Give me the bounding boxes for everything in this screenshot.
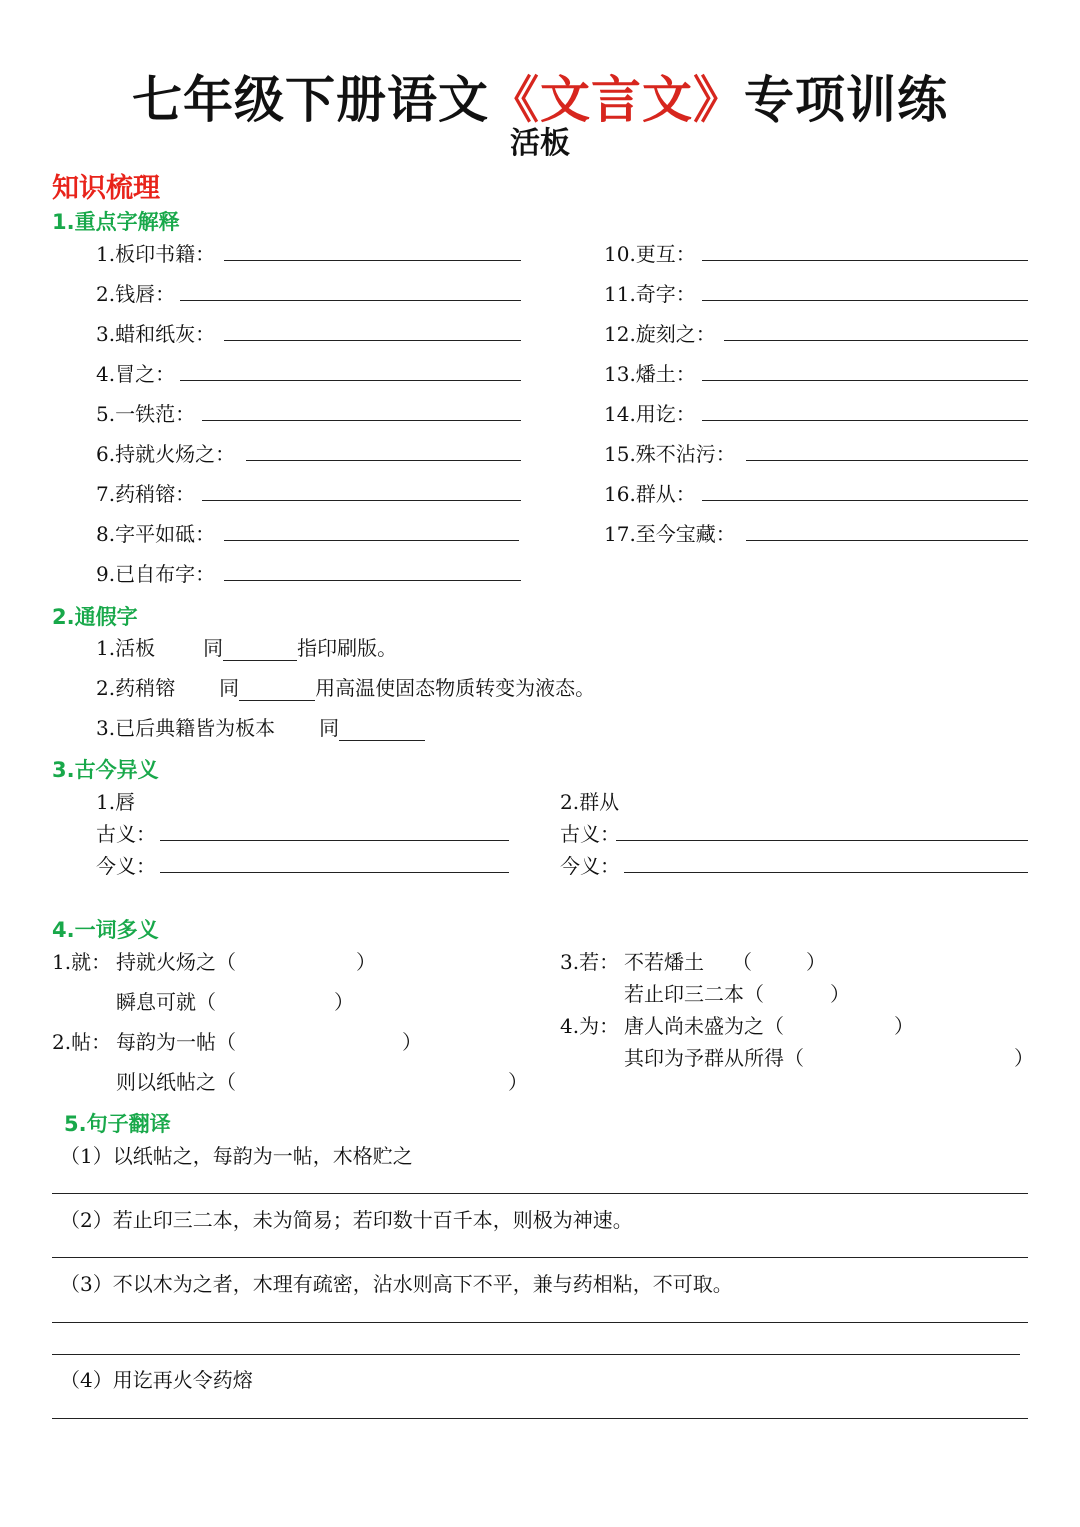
tongjia-tong: 同 — [219, 676, 240, 700]
tongjia-phrase: 1.活板 — [96, 636, 156, 660]
tongjia-tong: 同 — [203, 636, 224, 660]
answer-line[interactable] — [746, 460, 1028, 461]
answer-line[interactable] — [746, 540, 1028, 541]
answer-line[interactable] — [702, 420, 1028, 421]
translation-sentence: （2）若止印三二本，未为简易；若印数十百千本，则极为神速。 — [60, 1208, 633, 1232]
answer-line[interactable] — [702, 500, 1028, 501]
tongjia-phrase: 2.药稍镕 — [96, 676, 176, 700]
title-prefix: 七年级下册语文 — [132, 71, 489, 129]
paren-close: ） — [356, 950, 376, 974]
answer-line[interactable] — [160, 840, 509, 841]
polysemy-example: 每韵为一帖（ — [116, 1030, 236, 1054]
polysemy-label: 3.若： — [560, 950, 620, 974]
paren-close: ） — [402, 1030, 422, 1054]
answer-line[interactable] — [224, 340, 521, 341]
key-word-item: 4.冒之： — [96, 362, 176, 386]
answer-blank[interactable] — [239, 680, 315, 701]
key-word-item: 15.殊不沾污： — [604, 442, 736, 466]
paren-close: ） — [508, 1070, 528, 1094]
tongjia-item — [96, 672, 595, 701]
key-word-item: 1.板印书籍： — [96, 242, 216, 266]
answer-line[interactable] — [180, 300, 521, 301]
polysemy-example: 则以纸帖之（ — [116, 1070, 236, 1094]
section-polysemy-heading: 4.一词多义 — [52, 918, 159, 942]
answer-line[interactable] — [702, 260, 1028, 261]
tongjia-item — [96, 712, 425, 741]
polysemy-example: 若止印三二本（ — [624, 982, 764, 1006]
paren-open: （ — [732, 950, 752, 974]
answer-line[interactable] — [224, 580, 521, 581]
key-word-item: 14.用讫： — [604, 402, 696, 426]
gujin-ancient-label: 古义： — [96, 822, 156, 846]
section-tongjia-heading: 2.通假字 — [52, 605, 138, 629]
key-word-item: 5.一铁范： — [96, 402, 196, 426]
answer-line[interactable] — [702, 380, 1028, 381]
tongjia-phrase: 3.已后典籍皆为板本 — [96, 716, 276, 740]
tongjia-tong: 同 — [319, 716, 340, 740]
polysemy-label: 4.为： — [560, 1014, 620, 1038]
key-word-item: 12.旋刻之： — [604, 322, 716, 346]
answer-line[interactable] — [52, 1193, 1028, 1194]
answer-line[interactable] — [702, 300, 1028, 301]
section-key-words-heading: 1.重点字解释 — [52, 210, 180, 234]
answer-line[interactable] — [246, 460, 521, 461]
section-gujin-heading: 3.古今异义 — [52, 758, 159, 782]
paren-close: ） — [1014, 1046, 1034, 1070]
key-word-item: 13.燔土： — [604, 362, 696, 386]
polysemy-example: 瞬息可就（ — [116, 990, 216, 1014]
key-word-item: 11.奇字： — [604, 282, 696, 306]
tongjia-note: 用高温使固态物质转变为液态。 — [315, 676, 596, 700]
gujin-ancient-label: 古义： — [560, 822, 620, 846]
paren-close: ） — [806, 950, 826, 974]
answer-line[interactable] — [160, 872, 509, 873]
translation-sentence: （3）不以木为之者，木理有疏密，沾水则高下不平，兼与药相粘，不可取。 — [60, 1272, 733, 1296]
key-word-item: 7.药稍镕： — [96, 482, 196, 506]
answer-line[interactable] — [52, 1322, 1028, 1323]
gujin-modern-label: 今义： — [560, 854, 620, 878]
answer-line[interactable] — [52, 1257, 1028, 1258]
title-highlight: 《文言文》 — [489, 71, 744, 129]
gujin-word: 2.群从 — [560, 790, 620, 814]
key-word-item: 10.更互： — [604, 242, 696, 266]
key-word-item: 8.字平如砥： — [96, 522, 216, 546]
page-subtitle: 活板 — [510, 126, 570, 161]
answer-line[interactable] — [180, 380, 521, 381]
answer-blank[interactable] — [223, 640, 297, 661]
paren-close: ） — [334, 990, 354, 1014]
paren-close: ） — [830, 982, 850, 1006]
answer-line[interactable] — [624, 872, 1028, 873]
answer-line[interactable] — [224, 260, 521, 261]
title-suffix: 专项训练 — [744, 71, 948, 129]
gujin-word: 1.唇 — [96, 790, 136, 814]
answer-blank[interactable] — [339, 720, 425, 741]
key-word-item: 3.蜡和纸灰： — [96, 322, 216, 346]
key-word-item: 6.持就火炀之： — [96, 442, 236, 466]
answer-line[interactable] — [202, 500, 521, 501]
knowledge-heading: 知识梳理 — [52, 173, 160, 204]
paren-close: ） — [894, 1014, 914, 1038]
polysemy-example: 持就火炀之（ — [116, 950, 236, 974]
polysemy-example: 不若燔土 — [624, 950, 704, 974]
gujin-modern-label: 今义： — [96, 854, 156, 878]
polysemy-example: 唐人尚未盛为之（ — [624, 1014, 784, 1038]
translation-sentence: （4）用讫再火令药熔 — [60, 1368, 253, 1392]
tongjia-note: 指印刷版。 — [297, 636, 398, 660]
polysemy-label: 2.帖： — [52, 1030, 112, 1054]
answer-line[interactable] — [616, 840, 1028, 841]
polysemy-label: 1.就： — [52, 950, 112, 974]
polysemy-example: 其印为予群从所得（ — [624, 1046, 804, 1070]
key-word-item: 17.至今宝藏： — [604, 522, 736, 546]
answer-line[interactable] — [52, 1418, 1028, 1419]
answer-line[interactable] — [202, 420, 521, 421]
key-word-item: 9.已自布字： — [96, 562, 216, 586]
answer-line[interactable] — [724, 340, 1028, 341]
section-translation-heading: 5.句子翻译 — [64, 1112, 171, 1136]
answer-line[interactable] — [52, 1354, 1020, 1355]
answer-line[interactable] — [224, 540, 519, 541]
tongjia-item — [96, 632, 397, 661]
key-word-item: 2.钱唇： — [96, 282, 176, 306]
key-word-item: 16.群从： — [604, 482, 696, 506]
translation-sentence: （1）以纸帖之，每韵为一帖，木格贮之 — [60, 1144, 413, 1168]
